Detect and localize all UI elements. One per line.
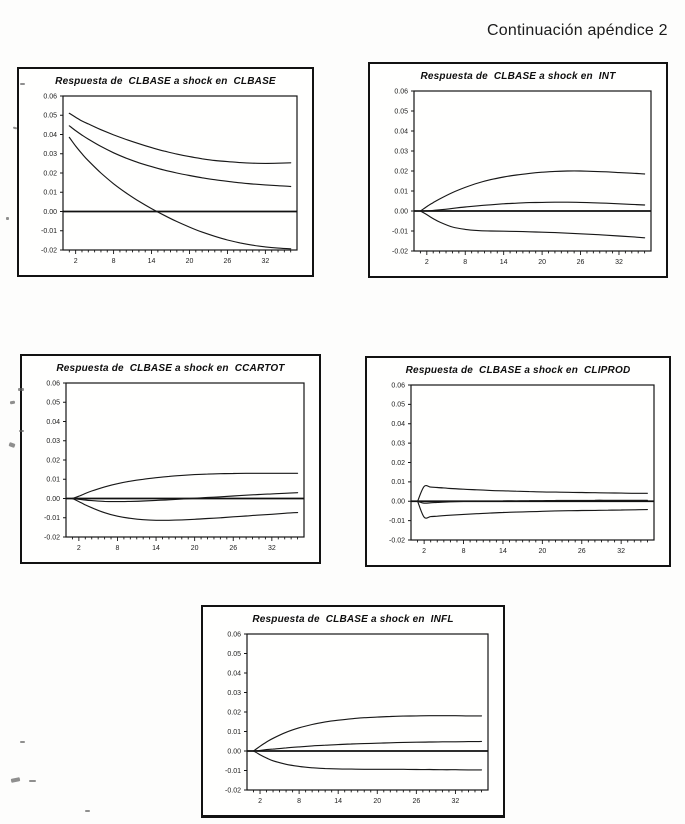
series-upper-confidence-band — [420, 171, 644, 211]
chart-plot — [22, 356, 319, 562]
chart-respuesta-clbase-a-clbase — [17, 67, 314, 277]
series-upper-confidence-band — [418, 486, 648, 502]
svg-text:0.02: 0.02 — [227, 709, 241, 717]
svg-text:0.03: 0.03 — [46, 438, 60, 446]
svg-text:32: 32 — [615, 259, 623, 266]
svg-text:-0.01: -0.01 — [41, 228, 57, 236]
svg-text:8: 8 — [115, 545, 120, 552]
series-upper-confidence-band — [254, 716, 482, 751]
svg-text:0.05: 0.05 — [46, 399, 60, 407]
svg-text:8: 8 — [461, 548, 466, 555]
svg-text:20: 20 — [373, 798, 382, 805]
svg-text:0.04: 0.04 — [46, 418, 60, 426]
scan-artifact — [19, 430, 24, 432]
svg-text:20: 20 — [538, 259, 547, 266]
svg-text:0.03: 0.03 — [43, 151, 57, 159]
scan-artifact — [10, 401, 15, 405]
scan-artifact — [29, 780, 36, 782]
svg-text:-0.02: -0.02 — [225, 787, 241, 795]
svg-text:14: 14 — [152, 545, 160, 552]
chart-plot — [203, 607, 503, 815]
chart-plot — [367, 358, 669, 565]
svg-text:-0.02: -0.02 — [41, 247, 57, 255]
svg-text:0.01: 0.01 — [227, 728, 241, 736]
svg-text:32: 32 — [617, 548, 626, 555]
svg-text:0.01: 0.01 — [46, 476, 60, 484]
chart-title: Respuesta de CLBASE a shock en CLBASE — [55, 76, 276, 87]
svg-text:20: 20 — [190, 545, 199, 552]
svg-text:14: 14 — [147, 258, 156, 265]
svg-text:26: 26 — [412, 798, 421, 805]
svg-text:0.03: 0.03 — [227, 689, 241, 697]
page-header: Continuación apéndice 2 — [487, 22, 668, 39]
series-impulse-response — [420, 202, 644, 211]
svg-text:-0.02: -0.02 — [389, 537, 405, 545]
series-lower-confidence-band — [420, 211, 644, 238]
scan-artifact — [11, 777, 21, 783]
svg-text:0.06: 0.06 — [227, 631, 241, 639]
svg-text:14: 14 — [334, 798, 343, 805]
svg-text:0.01: 0.01 — [394, 188, 408, 196]
series-lower-confidence-band — [69, 137, 290, 248]
svg-text:26: 26 — [223, 258, 232, 265]
svg-text:0.04: 0.04 — [227, 670, 241, 678]
chart-respuesta-clbase-a-cliprod — [365, 356, 671, 567]
series-lower-confidence-band — [418, 501, 648, 518]
series-impulse-response — [72, 493, 297, 502]
svg-text:8: 8 — [463, 259, 468, 266]
svg-text:26: 26 — [576, 259, 585, 266]
svg-text:0.05: 0.05 — [227, 650, 241, 658]
svg-text:26: 26 — [229, 545, 238, 552]
scan-artifact — [6, 217, 9, 220]
svg-text:-0.02: -0.02 — [392, 248, 408, 256]
svg-text:-0.01: -0.01 — [44, 515, 60, 523]
series-impulse-response — [254, 741, 482, 751]
svg-text:-0.01: -0.01 — [225, 767, 241, 775]
svg-text:0.06: 0.06 — [46, 380, 60, 388]
series-lower-confidence-band — [254, 751, 482, 770]
svg-text:-0.01: -0.01 — [392, 228, 408, 236]
chart-plot — [19, 69, 312, 275]
svg-text:32: 32 — [267, 545, 276, 552]
scan-artifact — [8, 442, 15, 448]
series-upper-confidence-band — [69, 113, 290, 163]
chart-respuesta-clbase-a-infl — [201, 605, 505, 818]
svg-text:0.00: 0.00 — [46, 495, 60, 503]
svg-text:0.04: 0.04 — [394, 128, 408, 136]
scan-artifact — [20, 83, 25, 85]
svg-text:2: 2 — [76, 545, 81, 552]
svg-text:-0.01: -0.01 — [389, 517, 405, 525]
chart-title: Respuesta de CLBASE a shock en INFL — [252, 614, 454, 625]
scan-artifact — [85, 810, 90, 812]
svg-text:26: 26 — [577, 548, 586, 555]
svg-text:14: 14 — [499, 259, 508, 266]
svg-text:2: 2 — [424, 259, 429, 266]
svg-text:0.06: 0.06 — [43, 93, 57, 101]
svg-text:8: 8 — [111, 258, 116, 265]
svg-text:0.06: 0.06 — [391, 382, 405, 390]
chart-title: Respuesta de CLBASE a shock en INT — [420, 71, 616, 82]
svg-text:0.02: 0.02 — [43, 170, 57, 178]
svg-text:8: 8 — [297, 798, 302, 805]
svg-text:20: 20 — [185, 258, 194, 265]
svg-text:-0.02: -0.02 — [44, 534, 60, 542]
svg-text:0.02: 0.02 — [391, 459, 405, 467]
svg-text:0.06: 0.06 — [394, 88, 408, 96]
svg-text:0.02: 0.02 — [394, 168, 408, 176]
chart-title: Respuesta de CLBASE a shock en CCARTOT — [56, 363, 285, 374]
scan-artifact — [13, 127, 17, 130]
svg-text:0.00: 0.00 — [43, 208, 57, 216]
svg-text:0.00: 0.00 — [227, 748, 241, 756]
svg-text:0.05: 0.05 — [43, 112, 57, 120]
svg-text:0.04: 0.04 — [43, 131, 57, 139]
svg-text:0.00: 0.00 — [391, 498, 405, 506]
chart-respuesta-clbase-a-ccartot — [20, 354, 321, 564]
svg-text:2: 2 — [422, 548, 427, 555]
svg-text:0.01: 0.01 — [43, 189, 57, 197]
svg-text:0.03: 0.03 — [394, 148, 408, 156]
svg-text:32: 32 — [261, 258, 270, 265]
series-impulse-response — [69, 126, 290, 187]
svg-text:14: 14 — [499, 548, 507, 555]
chart-plot — [370, 64, 666, 276]
chart-title: Respuesta de CLBASE a shock en CLIPROD — [405, 365, 631, 376]
svg-text:0.05: 0.05 — [391, 401, 405, 409]
svg-text:2: 2 — [258, 798, 262, 805]
scan-artifact — [18, 388, 24, 391]
svg-text:0.03: 0.03 — [391, 440, 405, 448]
svg-text:2: 2 — [73, 258, 78, 265]
svg-text:20: 20 — [538, 548, 547, 555]
scan-artifact — [20, 741, 25, 743]
svg-text:32: 32 — [451, 798, 460, 805]
svg-text:0.04: 0.04 — [391, 421, 405, 429]
chart-respuesta-clbase-a-int — [368, 62, 668, 278]
svg-text:0.00: 0.00 — [394, 208, 408, 216]
svg-text:0.02: 0.02 — [46, 457, 60, 465]
svg-text:0.05: 0.05 — [394, 108, 408, 116]
svg-text:0.01: 0.01 — [391, 479, 405, 487]
